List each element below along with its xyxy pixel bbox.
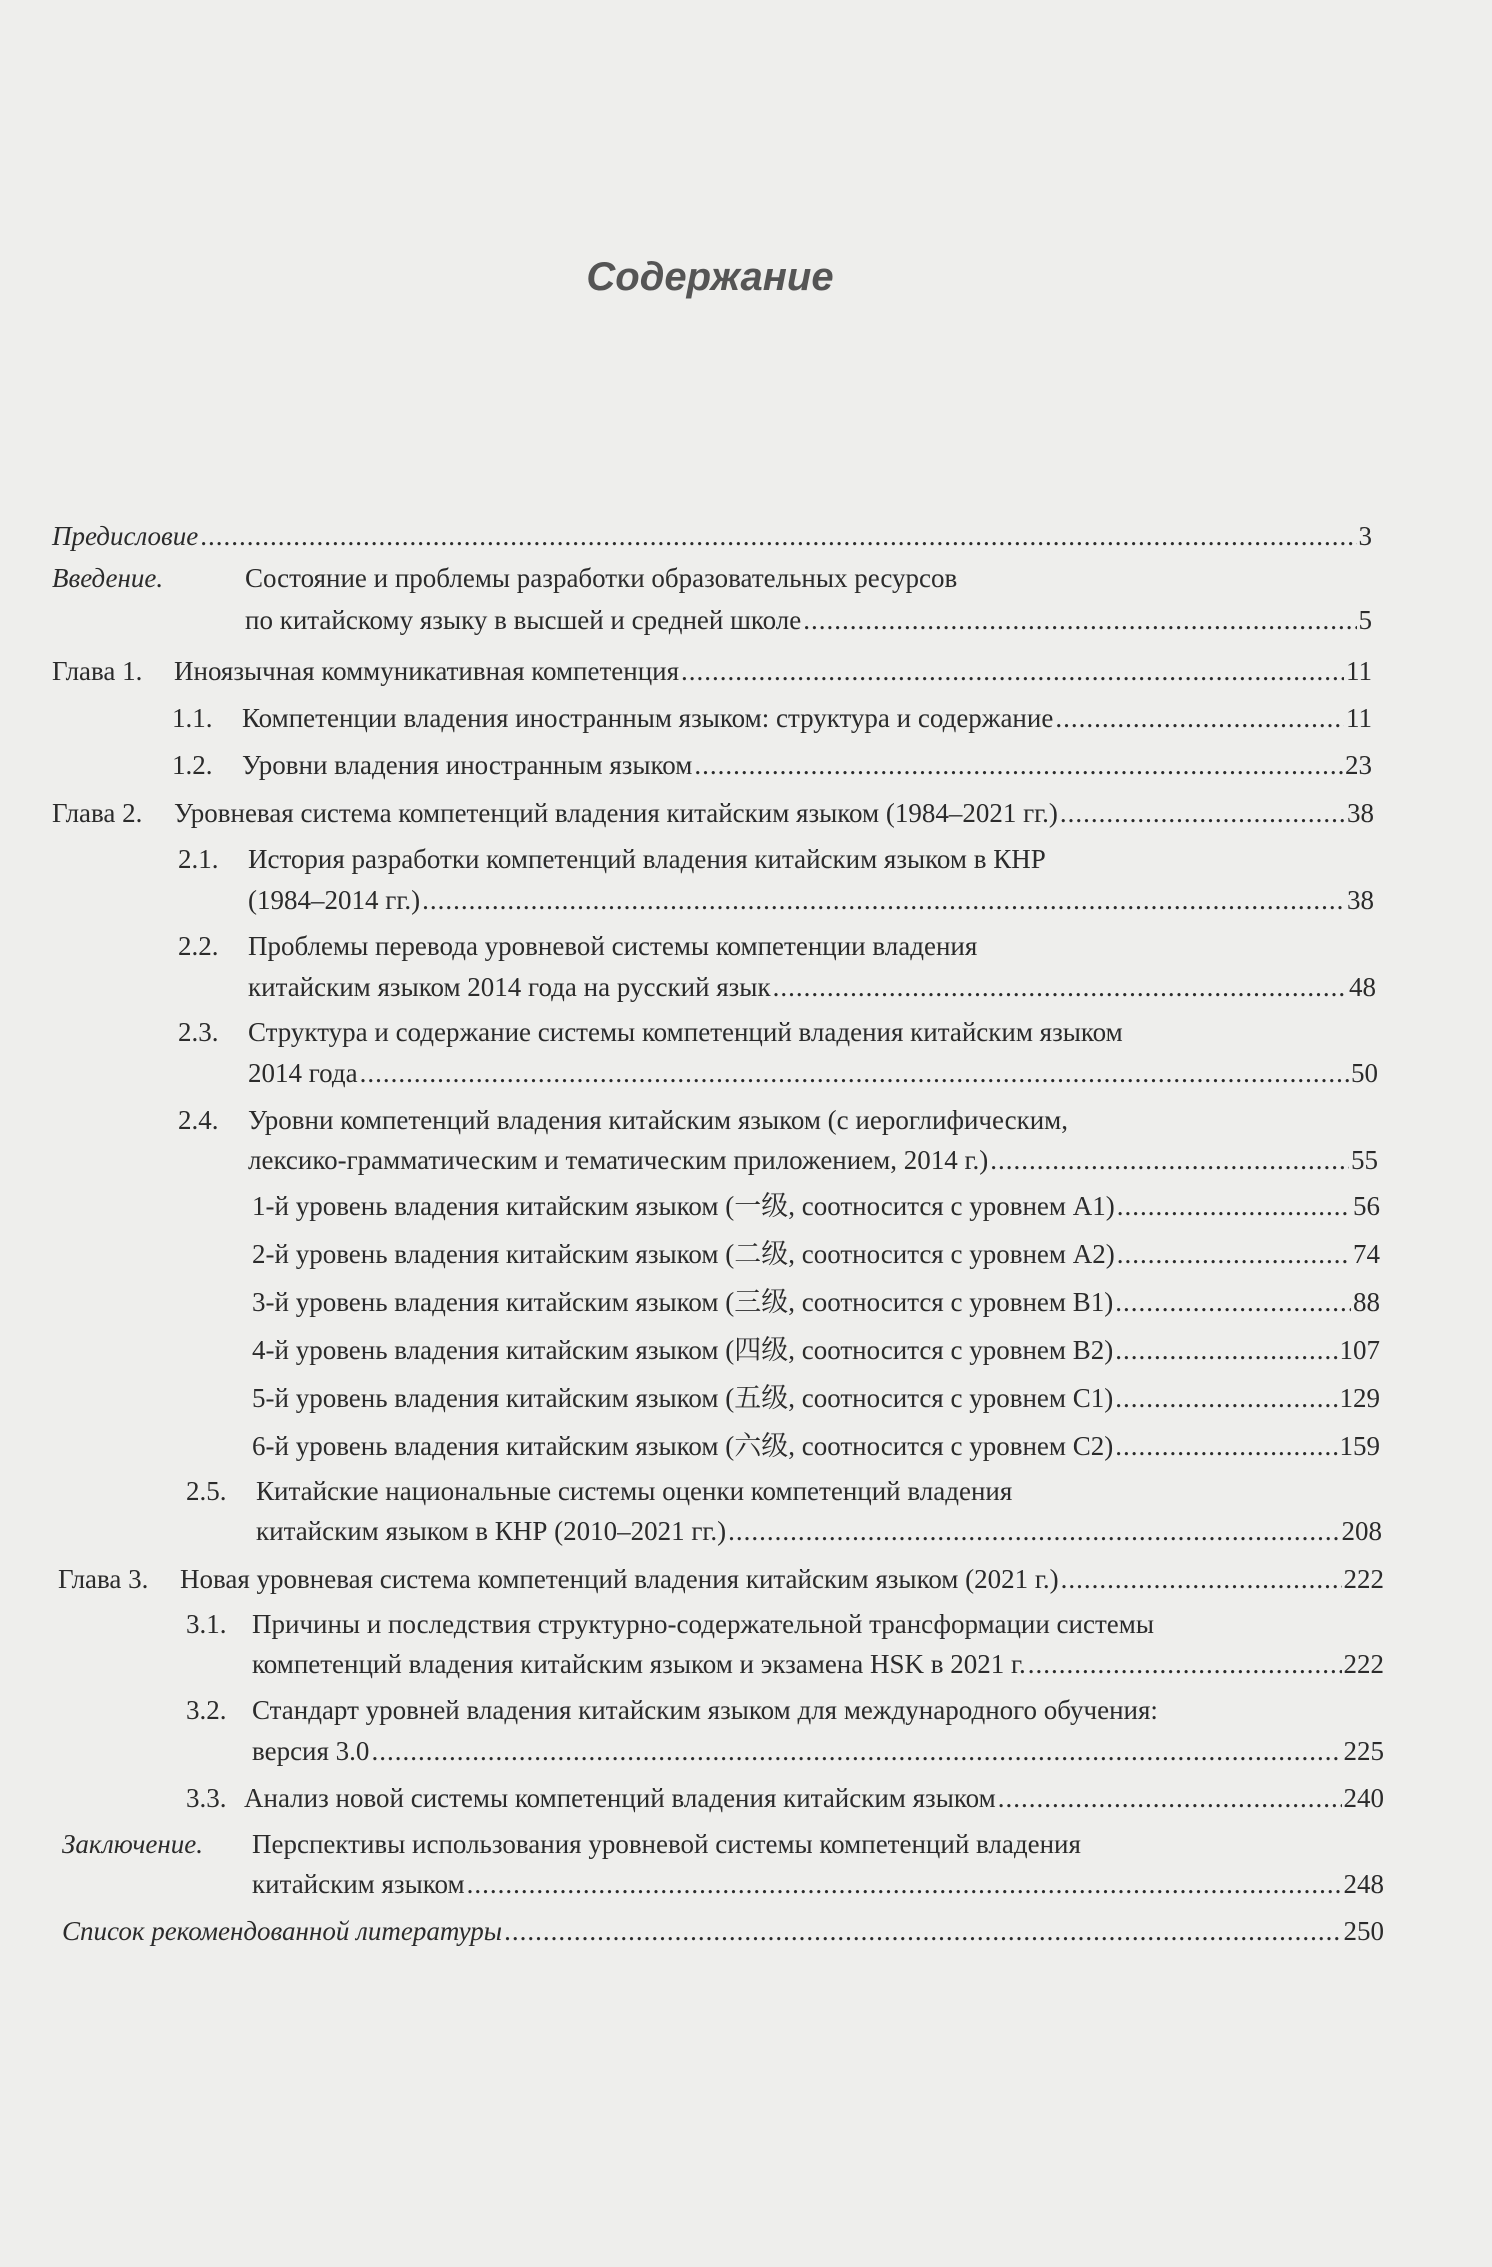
toc-entry: [52, 520, 1372, 552]
toc-dot-leader: [371, 1735, 1341, 1767]
toc-entry-title: по китайскому языку в высшей и средней школе: [245, 605, 802, 635]
toc-dot-leader: [803, 604, 1356, 636]
toc-dot-leader: [990, 1144, 1349, 1176]
toc-page-number: 23: [1345, 750, 1372, 780]
toc-page-number: 74: [1353, 1239, 1380, 1269]
toc-entry-title: Структура и содержание системы компетенций владения китайским языком: [248, 1017, 1123, 1047]
toc-entry: [252, 1430, 1380, 1462]
toc-entry-title: компетенций владения китайским языком и экзамена HSK в 2021 г.: [252, 1649, 1026, 1679]
toc-entry-title: Уровни владения иностранным языком: [242, 750, 693, 780]
toc-entry: [252, 1382, 1380, 1414]
toc-entry-title: 1-й уровень владения китайским языком (一级, соотносится с уровнем А1): [252, 1191, 1115, 1221]
toc-dot-leader: [1028, 1648, 1342, 1680]
toc-page-number: 250: [1343, 1916, 1384, 1946]
toc-entry-title: Анализ новой системы компетенций владения китайским языком: [244, 1783, 996, 1813]
toc-entry-title: лексико-грамматическим и тематическим приложением, 2014 г.): [248, 1145, 989, 1175]
toc-page-number: 5: [1358, 605, 1372, 635]
toc-entry-number: 2.5.: [186, 1476, 227, 1506]
toc-page-number: 248: [1343, 1869, 1384, 1899]
toc-page-number: 222: [1343, 1649, 1384, 1679]
toc-dot-leader: [504, 1915, 1341, 1947]
toc-entry: [52, 655, 1372, 687]
toc-entry: [186, 1475, 1382, 1507]
toc-page-number: 240: [1343, 1783, 1384, 1813]
toc-page-number: 159: [1339, 1431, 1380, 1461]
toc-dot-leader: [694, 749, 1343, 781]
toc-entry: [186, 1694, 1384, 1726]
toc-entry: [178, 971, 1376, 1003]
toc-entry-title: Китайские национальные системы оценки компетенций владения: [256, 1476, 1013, 1506]
toc-entry: [62, 1868, 1384, 1900]
toc-dot-leader: [1117, 1190, 1351, 1222]
toc-page-number: 107: [1339, 1335, 1380, 1365]
toc-entry-title: версия 3.0: [252, 1736, 370, 1766]
toc-dot-leader: [1061, 1563, 1342, 1595]
toc-entry-title: 3-й уровень владения китайским языком (三级, соотносится с уровнем В1): [252, 1287, 1114, 1317]
toc-page-number: 38: [1347, 798, 1374, 828]
toc-dot-leader: [1115, 1334, 1337, 1366]
toc-entry: [178, 930, 1376, 962]
toc-entry-title: Уровни компетенций владения китайским языком (с иероглифическим,: [248, 1105, 1069, 1135]
toc-entry: [178, 1057, 1378, 1089]
toc-entry-title: Перспективы использования уровневой системы компетенций владения: [252, 1829, 1081, 1859]
toc-entry-number: 2.4.: [178, 1105, 219, 1135]
toc-entry: [172, 749, 1372, 781]
toc-entry: [252, 1286, 1380, 1318]
toc-entry: [52, 797, 1374, 829]
toc-dot-leader: [360, 1057, 1349, 1089]
toc-page-number: 208: [1341, 1516, 1382, 1546]
toc-entry-title: Состояние и проблемы разработки образовательных ресурсов: [245, 563, 958, 593]
toc-dot-leader: [728, 1515, 1339, 1547]
toc-entry-title: 2-й уровень владения китайским языком (二级, соотносится с уровнем А2): [252, 1239, 1115, 1269]
toc-entry: [252, 1190, 1380, 1222]
toc-entry: [178, 1016, 1378, 1048]
toc-entry: [178, 884, 1374, 916]
toc-entry-number: Глава 3.: [58, 1564, 149, 1594]
toc-dot-leader: [1115, 1286, 1351, 1318]
toc-entry-title: 2014 года: [248, 1058, 358, 1088]
toc-page-number: 48: [1349, 972, 1376, 1002]
toc-entry: [186, 1782, 1384, 1814]
toc-dot-leader: [998, 1782, 1342, 1814]
toc-entry: [62, 1828, 1384, 1860]
toc-entry-title: Проблемы перевода уровневой системы компетенции владения: [248, 931, 978, 961]
toc-entry: [252, 1238, 1380, 1270]
toc-entry: [186, 1648, 1384, 1680]
toc-dot-leader: [1115, 1430, 1337, 1462]
toc-entry: [178, 1144, 1378, 1176]
toc-entry: [178, 1104, 1378, 1136]
toc-entry: [186, 1735, 1384, 1767]
toc-entry-title: 4-й уровень владения китайским языком (四级, соотносится с уровнем В2): [252, 1335, 1114, 1365]
toc-entry: [186, 1515, 1382, 1547]
toc-entry-title: китайским языком: [252, 1869, 465, 1899]
toc-page-number: 55: [1351, 1145, 1378, 1175]
toc-entry-title: Причины и последствия структурно-содержательной трансформации системы: [252, 1609, 1154, 1639]
toc-entry: [172, 702, 1372, 734]
toc-page-number: 38: [1347, 885, 1374, 915]
toc-dot-leader: [467, 1868, 1342, 1900]
toc-entry-number: 3.2.: [186, 1695, 227, 1725]
toc-dot-leader: [1060, 797, 1345, 829]
toc-page-number: 11: [1346, 703, 1372, 733]
toc-entry: [58, 1563, 1384, 1595]
toc-entry-title: Новая уровневая система компетенций владения китайским языком (2021 г.): [180, 1564, 1059, 1594]
toc-entry-number: 2.3.: [178, 1017, 219, 1047]
toc-dot-leader: [773, 971, 1347, 1003]
toc-page-number: 222: [1343, 1564, 1384, 1594]
toc-entry-title: Иноязычная коммуникативная компетенция: [174, 656, 680, 686]
toc-entry-number: 2.1.: [178, 844, 219, 874]
toc-page-number: 3: [1358, 521, 1372, 551]
toc-entry-number: 3.1.: [186, 1609, 227, 1639]
toc-entry-number: 3.3.: [186, 1783, 227, 1813]
toc-entry: [178, 843, 1374, 875]
toc-entry: [252, 1334, 1380, 1366]
toc-entry-number: 1.1.: [172, 703, 213, 733]
toc-entry-number: 1.2.: [172, 750, 213, 780]
toc-entry-number: 2.2.: [178, 931, 219, 961]
toc-entry-number: Введение.: [52, 563, 164, 593]
toc-entry: [62, 1915, 1384, 1947]
toc-dot-leader: [1117, 1238, 1351, 1270]
toc-entry-number: Глава 2.: [52, 798, 143, 828]
toc-entry-title: китайским языком 2014 года на русский язык: [248, 972, 771, 1002]
toc-entry-title: 6-й уровень владения китайским языком (六级, соотносится с уровнем С2): [252, 1431, 1114, 1461]
toc-dot-leader: [681, 655, 1344, 687]
toc-entry-title: Уровневая система компетенций владения китайским языком (1984–2021 гг.): [174, 798, 1058, 828]
toc-entry-title: История разработки компетенций владения китайским языком в КНР: [248, 844, 1046, 874]
toc-entry: [186, 1608, 1384, 1640]
toc-dot-leader: [1055, 702, 1344, 734]
toc-page-number: 56: [1353, 1191, 1380, 1221]
toc-dot-leader: [1115, 1382, 1337, 1414]
toc-entry-title: китайским языком в КНР (2010–2021 гг.): [256, 1516, 727, 1546]
toc-page-number: 50: [1351, 1058, 1378, 1088]
toc-dot-leader: [422, 884, 1345, 916]
toc-page-number: 11: [1346, 656, 1372, 686]
toc-entry-title: Список рекомендованной литературы: [62, 1916, 503, 1946]
toc-page-number: 88: [1353, 1287, 1380, 1317]
toc-entry: [52, 604, 1372, 636]
toc-entry-title: Стандарт уровней владения китайским языком для международного обучения:: [252, 1695, 1158, 1725]
toc-entry-number: Заключение.: [62, 1829, 203, 1859]
toc-entry-title: 5-й уровень владения китайским языком (五级, соотносится с уровнем С1): [252, 1383, 1114, 1413]
page-title: Содержание: [586, 255, 834, 299]
toc-entry: [52, 562, 1372, 594]
toc-entry-number: Глава 1.: [52, 656, 143, 686]
toc-page-number: 225: [1343, 1736, 1384, 1766]
toc-entry-title: Предисловие: [52, 521, 199, 551]
toc-dot-leader: [200, 520, 1356, 552]
toc-page-number: 129: [1339, 1383, 1380, 1413]
toc-entry-title: (1984–2014 гг.): [248, 885, 421, 915]
toc-entry-title: Компетенции владения иностранным языком: структура и содержание: [242, 703, 1054, 733]
